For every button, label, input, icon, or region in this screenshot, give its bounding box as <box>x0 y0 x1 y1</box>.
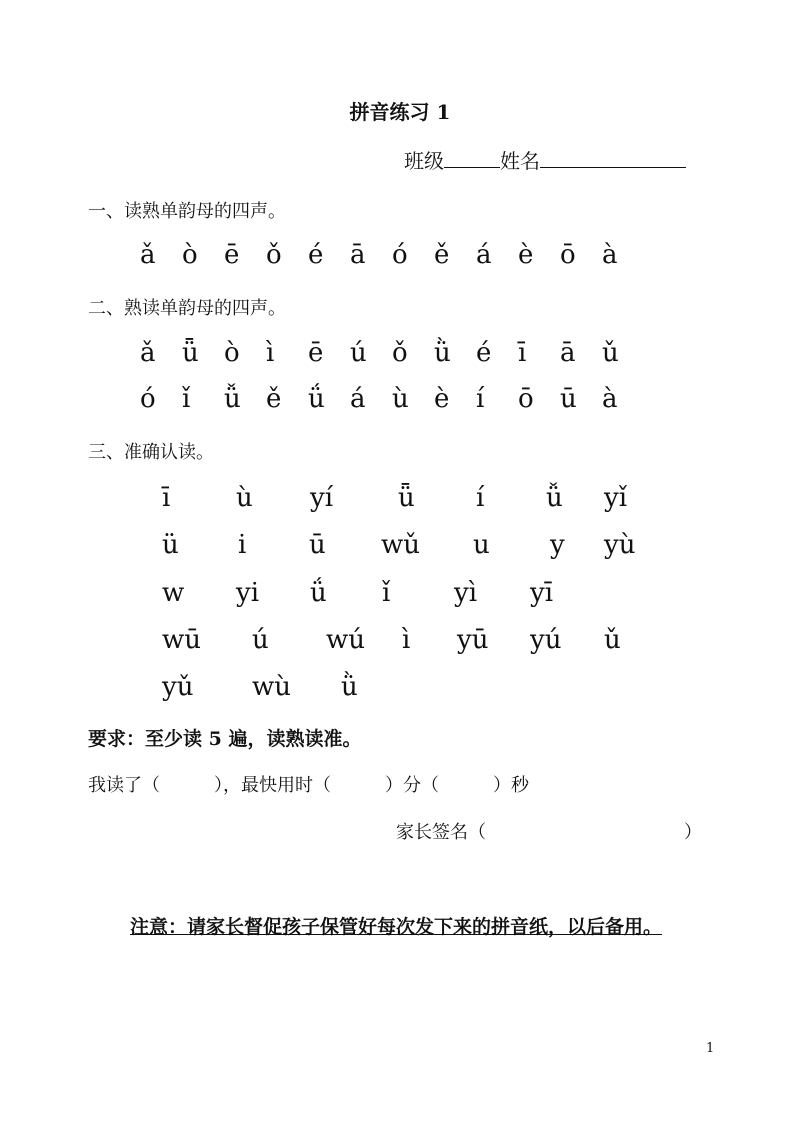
syllable: ù <box>392 384 409 414</box>
syllable: è <box>434 384 450 414</box>
grid-cell: wù <box>252 672 291 702</box>
grid-cell: ū <box>309 530 326 560</box>
grid-cell: ì <box>402 625 411 655</box>
grid-cell: wū <box>162 625 201 655</box>
grid-cell: w <box>162 578 185 608</box>
grid-cell: yú <box>530 625 562 655</box>
note-text: 注意：请家长督促孩子保管好每次发下来的拼音纸，以后备用。 <box>130 916 663 938</box>
syllable: í <box>476 384 485 414</box>
syllable: ú <box>350 338 367 368</box>
syllable: ǎ <box>140 338 156 368</box>
syllable: ò <box>224 338 240 368</box>
grid-cell: ǘ <box>310 578 327 608</box>
grid-cell: i <box>238 530 247 560</box>
section-1-row-1 <box>140 240 644 270</box>
class-blank[interactable] <box>444 147 500 168</box>
syllable: ē <box>308 338 324 368</box>
grid-cell: ī <box>162 483 171 513</box>
grid-cell: yì <box>454 578 478 608</box>
syllable: á <box>350 384 366 414</box>
syllable: ǒ <box>266 240 282 270</box>
name-label: 姓名 <box>500 149 540 173</box>
syllable: è <box>518 240 534 270</box>
syllable: ī <box>518 338 527 368</box>
requirement-text: 要求：至少读 5 遍，读熟读准。 <box>88 728 362 750</box>
syllable: ě <box>266 384 282 414</box>
section-1-heading: 一、读熟单韵母的四声。 <box>88 201 286 222</box>
grid-cell: yǐ <box>604 483 628 513</box>
grid-cell: ǜ <box>341 672 358 702</box>
grid-cell: ú <box>252 625 269 655</box>
syllable: ì <box>266 338 275 368</box>
grid-cell: yí <box>310 483 334 513</box>
syllable: é <box>476 338 492 368</box>
grid-cell: yi <box>236 578 260 608</box>
section-2-heading: 二、熟读单韵母的四声。 <box>88 298 286 319</box>
syllable: ǚ <box>224 384 241 414</box>
section-2-row-2 <box>140 384 644 414</box>
page-title: 拼音练习 1 <box>349 100 451 124</box>
section-3-heading: 三、准确认读。 <box>88 442 214 463</box>
grid-cell: ü <box>162 530 179 560</box>
syllable: ǜ <box>434 338 451 368</box>
syllable: ū <box>560 384 577 414</box>
syllable: ě <box>434 240 450 270</box>
syllable: à <box>602 240 618 270</box>
name-blank[interactable] <box>540 147 686 168</box>
page-number: 1 <box>706 1041 715 1056</box>
syllable: ó <box>392 240 408 270</box>
syllable: é <box>308 240 324 270</box>
grid-cell: í <box>476 483 485 513</box>
syllable: ǘ <box>308 384 325 414</box>
grid-cell: yù <box>604 530 636 560</box>
grid-cell: ù <box>236 483 253 513</box>
class-name-line <box>404 145 686 174</box>
grid-cell: yū <box>457 625 489 655</box>
grid-cell: ǔ <box>604 625 621 655</box>
grid-cell: ǖ <box>398 483 415 513</box>
section-2-row-1 <box>140 338 644 368</box>
syllable: ǐ <box>182 384 191 414</box>
syllable: ǔ <box>602 338 619 368</box>
grid-cell: ǐ <box>382 578 391 608</box>
grid-cell: ǚ <box>546 483 563 513</box>
grid-cell: wú <box>326 625 365 655</box>
syllable: à <box>602 384 618 414</box>
grid-cell: yǔ <box>162 672 194 702</box>
syllable: ē <box>224 240 240 270</box>
syllable: ō <box>560 240 576 270</box>
syllable: ǒ <box>392 338 408 368</box>
syllable: ò <box>182 240 198 270</box>
grid-cell: y <box>550 530 565 560</box>
syllable: ā <box>560 338 576 368</box>
grid-cell: yī <box>530 578 554 608</box>
grid-cell: wǔ <box>381 530 420 560</box>
parent-signature-line[interactable]: 家长签名（ ） <box>396 822 702 843</box>
grid-cell: u <box>473 530 490 560</box>
syllable: ó <box>140 384 156 414</box>
syllable: ā <box>350 240 366 270</box>
syllable: á <box>476 240 492 270</box>
syllable: ǖ <box>182 338 199 368</box>
reading-record-line[interactable]: 我读了（ ），最快用时（ ）分（ ）秒 <box>88 775 529 796</box>
syllable: ō <box>518 384 534 414</box>
class-label: 班级 <box>404 149 444 173</box>
syllable: ǎ <box>140 240 156 270</box>
